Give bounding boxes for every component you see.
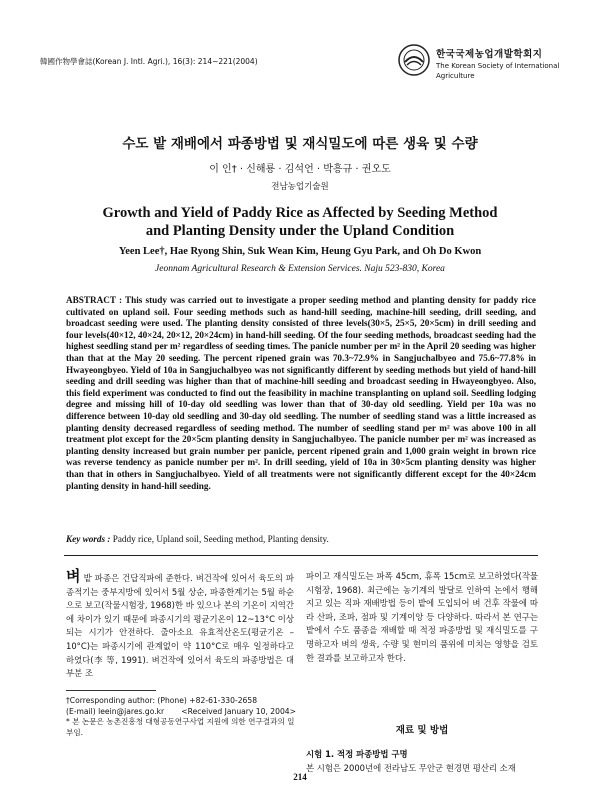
footnote-email-row [66,707,296,718]
body-left-column [66,567,294,681]
subsection-text: 본 시험은 2000년에 전라남도 무안군 현경면 평산리 소재 [306,762,516,773]
abstract: ABSTRACT : This study was carried out to investigate a proper seeding method and planting density for paddy rice cultivated on upland soil. Four seeding methods such as hand-hill seeding, machine-hill seeding, drill seeding, and broadcast seeding were used. The planting density consisted of three levels(30×5, 25×5, 20×5cm) in drill seeding and four levels(40×12, 40×24, 20×12, 20×24cm) in hand-hill seeding. Of the four seeding methods, broadcast seeding had the highest seedling stand per m² regardless of seeding times. The panicle number per m² in the April 20 seeding was higher than that at the May 20 seeding. The percent ripened grain was 70.3~72.9% in Sangjuchalbyeo and 75.6~77.8% in Hwayeongbyeo. Yield of 10a in Sangjuchalbyeo was not significantly different by seeding methods but yield of hand-hill seeding and drill seeding was higher than that of machine-hill seeding and broadcast seeding in Hwayeongbyeo. Also, this field experiment was conducted to find out the feasibility in machine transplanting on upland soil. Seedling lodging degree and missing hill of 10-day old seedling was lower than that of 30-day old seedling. Yield per 10a was no difference between 10-day old seedling and 30-day old seedling. The number of seedling stand was a little increased as planting density decreased regardless of seeding method. The number of seedling stand per m² was above 100 in all treatment plot except for the 20×5cm planting density in Sangjuchalbyeo. The panicle number per m² was increased as planting density increased but grain number per panicle, percent ripened grain and 1,000 grain weight in brown rice was reverse tendency as panicle number per m². In drill seeding, yield of 10a in 30×5cm planting density was higher than that in others in Sangjuchalbyeo. Yield of all treatments were not significantly different except for the 40×24cm planting density in hand-hill seeding. [66,295,536,491]
title-korean: 수도 밭 재배에서 파종방법 및 재식밀도에 따른 생육 및 수량 [122,136,478,152]
authors-korean: 이 인† · 신해룡 · 김석언 · 박흥규 · 권오도 [209,164,391,175]
keywords [66,534,536,544]
footnotes [66,696,296,738]
keywords-text: Paddy rice, Upland soil, Seeding method, Planting density. [112,534,329,544]
title-english-line-2: and Planting Density under the Upland Condition [145,223,455,239]
authors-english: Yeen Lee†, Hae Ryong Shin, Suk Wean Kim, Heung Gyu Park, and Oh Do Kwon [118,246,482,257]
society-header [398,44,568,90]
society-name-ko: 한국국제농업개발학회지 [436,49,543,60]
keywords-label: Key words : [66,534,111,544]
journal-reference: 韓國作物學會誌(Korean J. Intl. Agri.), 16(3): 214~221(2004) [40,57,258,66]
title-english-line-1: Growth and Yield of Paddy Rice as Affected by Seeding Method [102,205,498,221]
society-name-en-2: Agriculture [436,72,475,80]
affiliation-korean: 전남농업기술원 [271,182,329,192]
subsection-title: 시험 1. 적정 파종방법 구명 [306,749,408,759]
footnote-note: * 본 논문은 농촌진흥청 대형공동연구사업 지원에 의한 연구결과의 일부임. [66,717,295,737]
drop-cap: 벼 [66,567,81,585]
body-right-column: 파이고 재식밀도는 파폭 45cm, 휴폭 15cm로 보고하였다(작물시험장, 1968). 최근에는 농기계의 발달로 인하여 논에서 행해지고 있는 직파 재배방법 등이 밭에 도입되어 벼 건후 작물에 따라 산파, 조파, 점파 및 기계이앙 등 다양하다. 따라서 본 연구는 밭에서 수도 품종을 재배할 때 적정 파종방법 및 재식밀도를 구명하고자 벼의 생육, 수량 및 현미의 품위에 미치는 영향을 검토한 결과를 보고하고자 한다. [306,571,538,663]
section-heading: 재료 및 방법 [395,725,449,736]
footnote-email: (E-mail) leein@jares.go.kr [66,706,165,716]
society-name-en-1: The Korean Society of International [436,62,560,70]
page-number: 214 [293,772,307,782]
footnote-received: <Received January 10, 2004> [181,706,296,716]
affiliation-english: Jeonnam Agricultural Research & Extension Services. Naju 523-830, Korea [155,264,445,274]
society-logo-icon [398,44,430,76]
body-left-text: 밭 파종은 건답직파에 준한다. 벼건작에 있어서 육도의 파종적기는 중부지방에 있어서 5월 상순, 파종한계기는 5월 하순으로 보고(작물시험장, 1968)한 바 있으나 본의 기온이 지역간에 차이가 있기 때문에 파종시기의 평균기온이 12~13°C 이상 되는 시기가 안전하다. 출아소요 유효적산온도(평균기온 – 10°C)는 파종시기에 관계없이 약 110°C로 매우 일정하다고 하였다(李 等, 1991). 벼건작에 있어서 육도의 파종방법은 대부분 조 [66,573,294,679]
divider [64,555,538,556]
footnote-rule [66,690,156,691]
title-english [60,204,540,240]
footnote-corresponding: †Corresponding author: (Phone) +82-61-330-2658 [66,696,258,705]
